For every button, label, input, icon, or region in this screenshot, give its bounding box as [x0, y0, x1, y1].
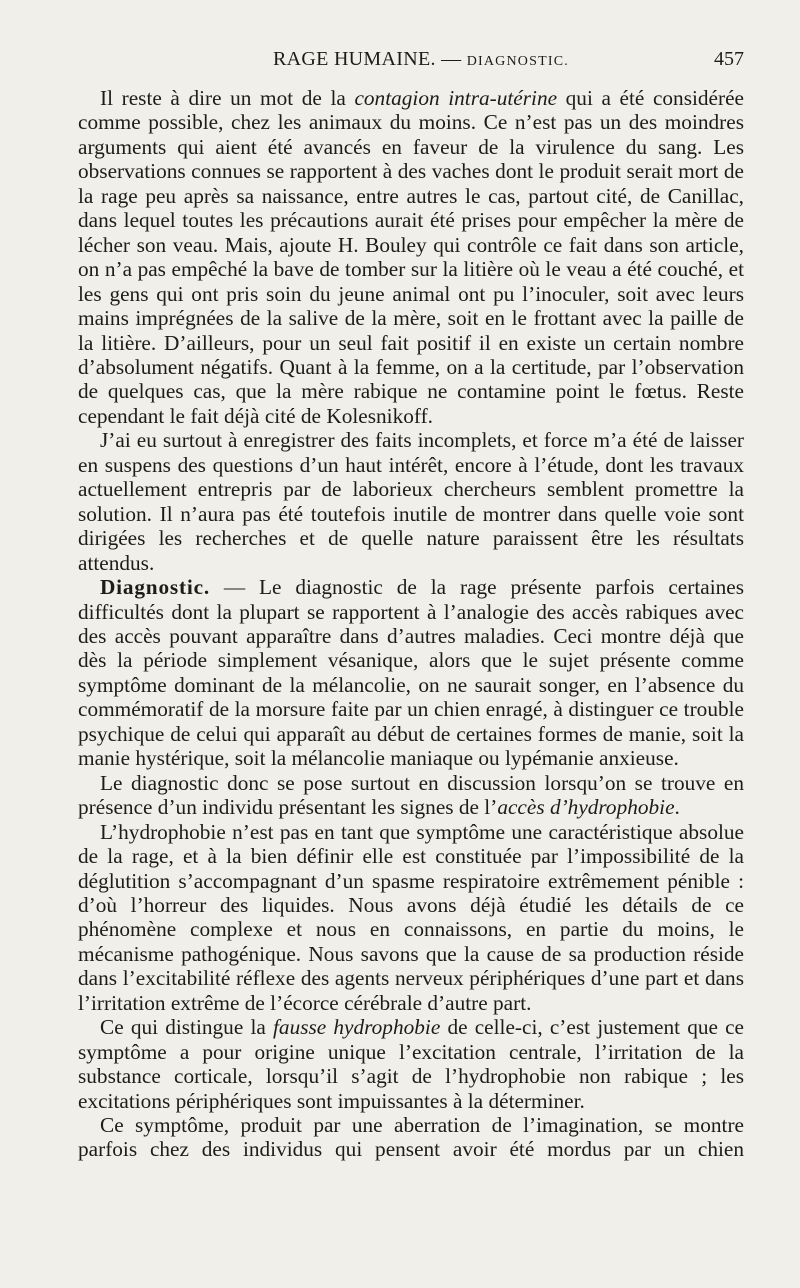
italic-term: fausse hydrophobie — [273, 1015, 441, 1040]
header-subtitle: DIAGNOSTIC. — [466, 54, 569, 69]
header-title: RAGE HUMAINE. — DIAGNOSTIC. — [273, 48, 569, 70]
italic-term: accès d’hydrophobie — [497, 795, 675, 820]
page-body — [78, 86, 744, 1162]
paragraph: L’hydrophobie n’est pas en tant que symptôme une caractéristique absolue de la rage, et à la bien définir elle est constituée par l’impossibilité de la déglutition s’accompagnant d’un spasme respiratoire extrêmement pénible : d’où l’horreur des liquides. Nous avons déjà étudié les détails de ce phénomène complexe et nous en connaissons, en partie du moins, le mécanisme pathogénique. Nous savons que la cause de sa production réside dans l’excitabilité réflexe des agents nerveux périphériques d’une part et dans l’irritation extrême de l’écorce cérébrale d’autre part. — [78, 819, 744, 1015]
paragraph: Ce symptôme, produit par une aberration de l’imagination, se montre parfois chez des individus qui pensent avoir été mordus par un chien — [78, 1113, 744, 1162]
paragraph: Ce qui distingue la fausse hydrophobie de celle-ci, c’est justement que ce symptôme a pour origine unique l’excitation centrale, l’irritation de la substance corticale, lorsqu’il s’agit de l’hydrophobie non rabique ; les excitations périphériques sont impuissantes à la déterminer. — [78, 1015, 745, 1113]
paragraph: Le diagnostic donc se pose surtout en discussion lorsqu’on se trouve en présence d’un individu présentant les signes de l’accès d’hydrophobie. — [78, 770, 744, 820]
running-header — [78, 48, 744, 76]
section-heading: Diagnostic. — [100, 575, 210, 600]
page-number: 457 — [714, 48, 744, 70]
paragraph: J’ai eu surtout à enregistrer des faits incomplets, et force m’a été de laisser en suspens des questions d’un haut intérêt, encore à l’étude, dont les travaux actuellement entrepris par de laborieux chercheurs semblent promettre la solution. Il n’aura pas été toutefois inutile de montrer dans quelle voie sont dirigées les recherches et de quelle nature paraissent être les résultats attendus. — [78, 428, 744, 575]
paragraph: Diagnostic. — Le diagnostic de la rage présente parfois certaines difficultés dont la plupart se rapportent à l’analogie des accès rabiques avec des accès pouvant apparaître dans d’autres maladies. Ceci montre déjà que dès la période simplement vésanique, alors que le sujet présente comme symptôme dominant de la mélancolie, on ne saurait songer, en l’absence du commémoratif de la morsure faite par un chien enragé, à distinguer ce trouble psychique de celui qui apparaît au début de certaines formes de manie, soit la manie hystérique, soit la mélancolie maniaque ou lypémanie anxieuse. — [78, 575, 744, 771]
italic-term: contagion intra-utérine — [354, 86, 558, 110]
paragraph: Il reste à dire un mot de la contagion intra-utérine qui a été considérée comme possible, chez les animaux du moins. Ce n’est pas un des moindres arguments qui aient été avancés en faveur de la virulence du sang. Les observations connues se rapportent à des vaches dont le produit serait mort de la rage peu après sa naissance, entre autres le cas, partout cité, de Canillac, dans lequel toutes les précautions aurait été prises pour empêcher la mère de lécher son veau. Mais, ajoute H. Bouley qui contrôle ce fait dans son article, on n’a pas empêché la bave de tomber sur la litière où le veau a été couché, et les gens qui ont pris soin du jeune animal ont pu l’inoculer, soit avec leurs mains imprégnées de la salive de la mère, soit en le frottant avec la paille de la litière. D’ailleurs, pour un seul fait positif il en existe un certain nombre d’absolument négatifs. Quant à la femme, on a la certitude, par l’observation de quelques cas, que la mère rabique ne contamine point le fœtus. Reste cependant le fait déjà cité de Kolesnikoff. — [78, 86, 744, 428]
